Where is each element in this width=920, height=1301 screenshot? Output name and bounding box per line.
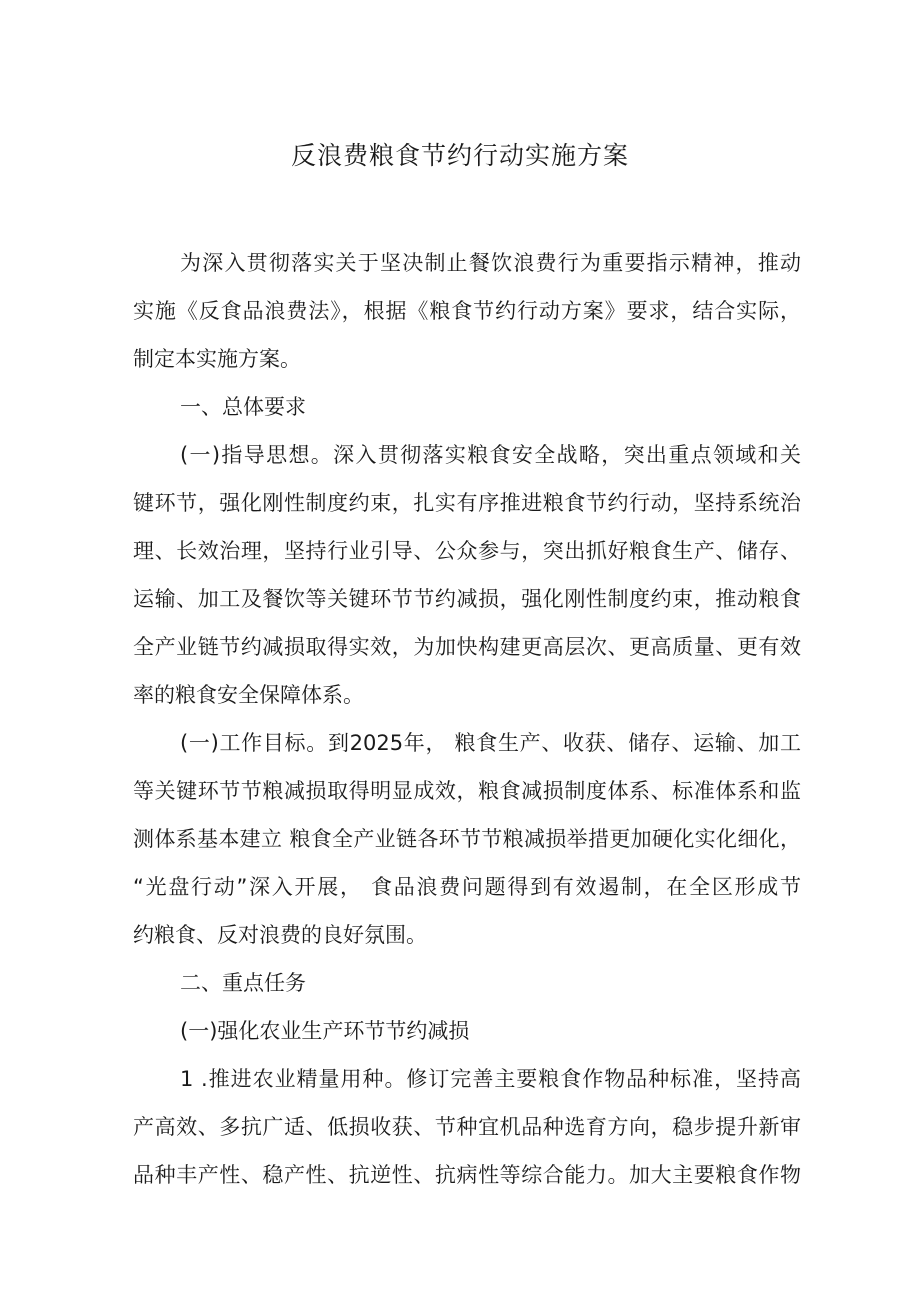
paragraph-line: 键环节，强化刚性制度约束，扎实有序推进粮食节约行动，坚持系统治 [133,491,801,515]
paragraph-line: 等关键环节节粮减损取得明显成效，粮食减损制度体系、标准体系和监 [133,779,801,803]
section-heading: 二、重点任务 [180,971,306,995]
paragraph-line: 产高效、多抗广适、低损收获、节种宜机品种选育方向，稳步提升新审 [133,1115,801,1139]
document-title: 反浪费粮食节约行动实施方案 [290,141,629,170]
paragraph-line: 品种丰产性、稳产性、抗逆性、抗病性等综合能力。加大主要粮食作物 [133,1163,801,1187]
paragraph-line: 率的粮食安全保障体系。 [133,683,364,707]
paragraph-line: 约粮食、反对浪费的良好氛围。 [133,923,427,947]
subsection-heading: (一)强化农业生产环节节约减损 [180,1019,470,1043]
section-heading: 一、总体要求 [180,395,306,419]
paragraph-line: 1 .推进农业精量用种。修订完善主要粮食作物品种标准，坚持高 [180,1067,801,1091]
paragraph-line: 理、长效治理，坚持行业引导、公众参与，突出抓好粮食生产、储存、 [133,539,801,563]
paragraph-line: 为深入贯彻落实关于坚决制止餐饮浪费行为重要指示精神，推动 [180,251,801,275]
paragraph-line: 测体系基本建立 粮食全产业链各环节节粮减损举措更加硬化实化细化， [133,827,801,851]
paragraph-line: 全产业链节约减损取得实效，为加快构建更高层次、更高质量、更有效 [133,635,801,659]
paragraph-line: 制定本实施方案。 [133,347,301,371]
paragraph-line: (一)工作目标。到2025年， 粮食生产、收获、储存、运输、加工 [180,731,801,755]
paragraph-line: 实施《反食品浪费法》，根据《粮食节约行动方案》要求，结合实际， [133,299,801,323]
paragraph-line: 运输、加工及餐饮等关键环节节约减损，强化刚性制度约束，推动粮食 [133,587,801,611]
paragraph-line: (一)指导思想。深入贯彻落实粮食安全战略，突出重点领域和关 [180,443,801,467]
paragraph-line: “光盘行动”深入开展， 食品浪费问题得到有效遏制，在全区形成节 [133,875,801,899]
